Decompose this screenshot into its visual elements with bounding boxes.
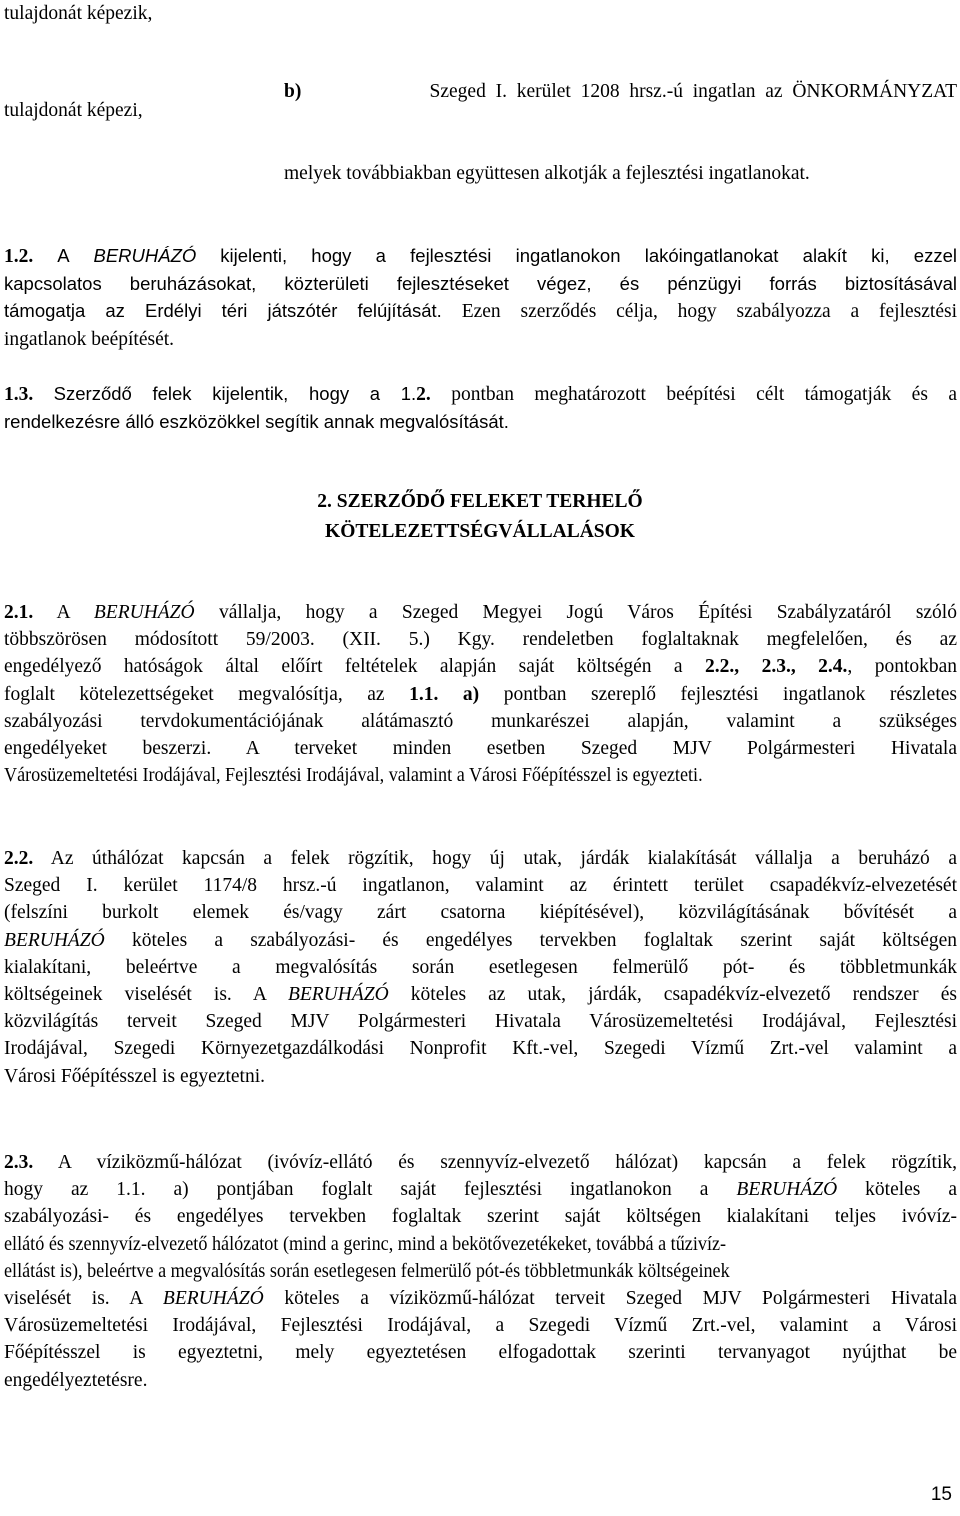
section-number: 1.2. [4,246,34,267]
list-marker: b) [284,81,302,102]
section-number: 2.3. [4,1152,34,1173]
section-number: 2.2. [4,848,34,869]
beruhazo-term: BERUHÁZÓ [93,602,195,623]
paragraph-2-1: 2.1. A BERUHÁZÓ vállalja, hogy a Szeged Megyei Jogú Város Építési Szabályzatáról szóló többszörösen módosított 59/2003. (XII. 5.) Kgy. rendeletben foglaltaknak megfelelően, és az engedélyező hatóságok által előírt feltételek alapján saját költségén a 2.2., 2.3., 2.4., pontokban foglalt kötelezettségeket megvalósítja, az 1.1. a) pontban szereplő fejlesztési ingatlanok részletes szabályozási tervdokumentációjának alátámasztó munkarészei alapján, valamint a szükséges engedélyeket beszerzi. A terveket minden esetben Szeged MJV Polgármesteri Hivatala Városüzemeltetési Irodájával, Fejlesztési Irodájával, valamint a Városi Főépítésszel is egyezteti. [4,602,958,787]
list-item-text: Szeged I. kerület 1208 hrsz.-ú ingatlan az ÖNKORMÁNYZAT [429,81,957,102]
text-line: tulajdonát képezi, [4,100,143,121]
beruhazo-term: BERUHÁZÓ [162,1288,264,1310]
beruhazo-term: BERUHÁZÓ [4,929,105,951]
paragraph-1-2: 1.2. A BERUHÁZÓ kijelenti, hogy a fejlesztési ingatlanokon lakóingatlanokat alakít ki, ezzel kapcsolatos beruházásokat, közterületi fejlesztéseket végez, és pénzügyi forrás biztosításával támogatja az Erdélyi téri játszótér felújítását. Ezen szerződés célja, hogy szabályozza a fejlesztési ingatlanok beépítését. [4,245,957,350]
section-number: 2.1. [4,602,34,623]
beruhazo-term: BERUHÁZÓ [287,984,389,1006]
page-number: 15 [930,1484,952,1505]
beruhazo-term: BERUHÁZÓ [93,245,197,266]
paragraph-2-3: 2.3. A víziközmű-hálózat (ivóvíz-ellátó és szennyvíz-elvezető hálózat) kapcsán a felek rögzítik, hogy az 1.1. a) pontjában foglalt saját fejlesztési ingatlanokon a BERUHÁZÓ köteles a szabályozási- és engedélyes tervekben foglaltak szerint saját költségen kialakítani teljes ivóvíz- ellátó és szennyvíz-elvezető hálózatot (mind a gerinc, mind a bekötővezetékeket, továbbá a tűzivíz- ellátást is), beleértve a megvalósítás során esetlegesen felmerülő pót-és többletmunkák költségeinek viselését is. A BERUHÁZÓ köteles a víziközmű-hálózat terveit Szeged MJV Polgármesteri Hivatala Városüzemeltetési Irodájával, Fejlesztési Irodájával, a Szegedi Vízmű Zrt.-vel, valamint a Városi Főépítésszel is egyeztetni, mely egyeztetésen elfogadottak szerinti tervanyagot nyújthat be engedélyeztetésre. [4,1152,958,1391]
section-heading: 2. SZERZŐDŐ FELEKET TERHELŐ KÖTELEZETTSÉGVÁLLALÁSOK [317,491,643,542]
text-line: melyek továbbiakban együttesen alkotják a fejlesztési ingatlanokat. [284,163,810,184]
paragraph-1-3: 1.3. Szerződő felek kijelentik, hogy a 1.2. pontban meghatározott beépítési célt támogatják és a rendelkezésre álló eszközökkel segítik annak megvalósítását. [4,383,957,433]
paragraph-2-2: 2.2. Az úthálózat kapcsán a felek rögzítik, hogy új utak, járdák kialakítását vállalja a beruházó a Szeged I. kerület 1174/8 hrsz.-ú ingatlanon, valamint az érintett terület csapadékvíz-elvezetését (felszíni burkolt elemek és/vagy zárt csatorna kiépítésével), közvilágításának bővítését a BERUHÁZÓ köteles a szabályozási- és engedélyes tervekben foglaltak szerint saját költségen kialakítani, beleértve a megvalósítás során esetlegesen felmerülő pót- és többletmunkák költségeinek viselését is. A BERUHÁZÓ köteles az utak, járdák, csapadékvíz-elvezető rendszer és közvilágítás terveit Szeged MJV Polgármesteri Hivatala Városüzemeltetési Irodájával, Fejlesztési Irodájával, Szegedi Környezetgazdálkodási Nonprofit Kft.-vel, Szegedi Vízmű Zrt.-vel valamint a Városi Főépítésszel is egyeztetni. [4,848,958,1087]
section-number: 1.3. [4,384,34,405]
text-line: tulajdonát képezik, [4,3,153,24]
beruhazo-term: BERUHÁZÓ [736,1179,838,1201]
list-item-b [284,78,957,105]
